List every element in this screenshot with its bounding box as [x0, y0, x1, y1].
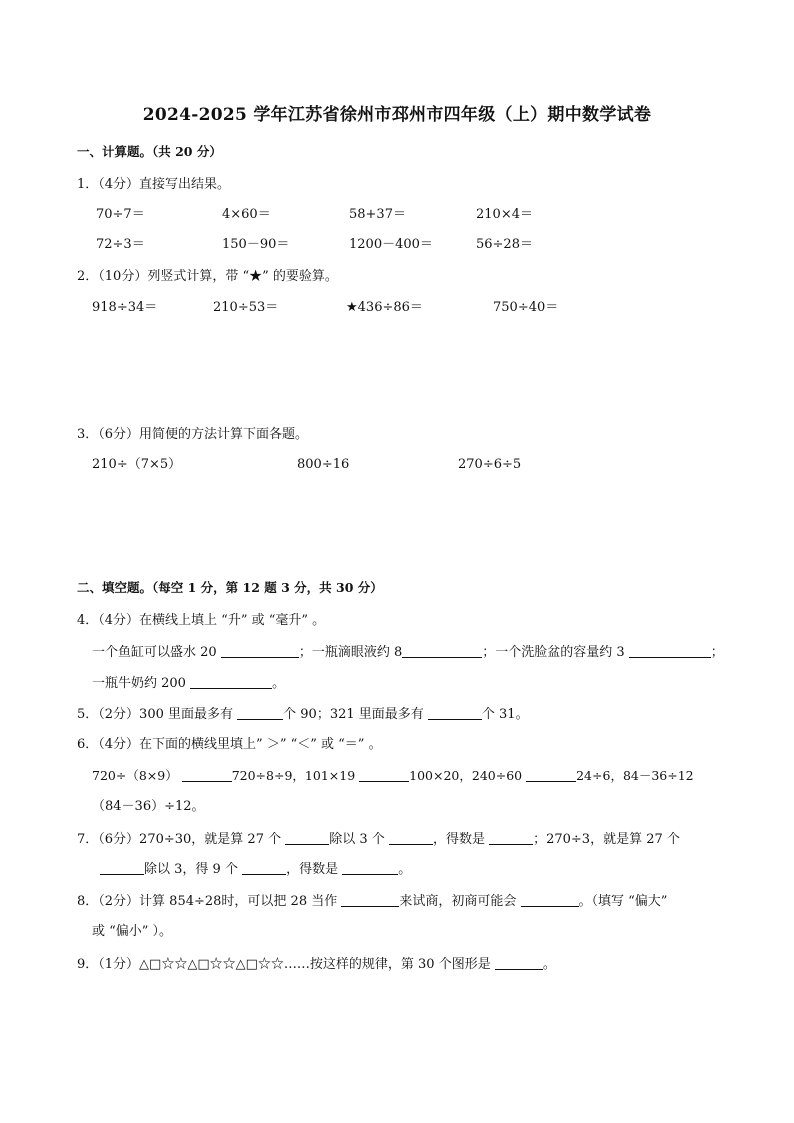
q9: [77, 957, 556, 971]
q2-item: 210÷53＝: [213, 300, 279, 315]
answer-blank[interactable]: [428, 707, 482, 720]
q5: [77, 707, 529, 721]
q2-item: ★436÷86＝: [346, 300, 423, 315]
q1-item: 4×60＝: [222, 207, 271, 222]
q2-item: 918÷34＝: [92, 300, 158, 315]
answer-blank[interactable]: [389, 832, 433, 845]
q1-item: 1200－400＝: [349, 237, 433, 252]
q8-text: 8．（2分）计算 854÷28时，可以把 28 当作: [77, 894, 338, 909]
q4-line2: [92, 676, 285, 690]
answer-blank[interactable]: [221, 645, 299, 658]
q4-text: 。: [272, 676, 286, 691]
q7-text: ，得数是: [286, 862, 339, 877]
answer-blank[interactable]: [629, 645, 711, 658]
q4-text: 一瓶牛奶约 200: [92, 676, 186, 691]
q3-item: 800÷16: [297, 457, 350, 472]
answer-blank[interactable]: [342, 862, 398, 875]
q1-item: 150－90＝: [222, 237, 290, 252]
q7-text: ，得数是: [432, 832, 485, 847]
section2-heading: 二、填空题。（每空 1 分，第 12 题 3 分，共 30 分）: [77, 580, 383, 595]
answer-blank[interactable]: [242, 862, 286, 875]
q1-item: 210×4＝: [476, 207, 533, 222]
q7-line2: [100, 862, 411, 876]
q6-stem: 6．（4分）在下面的横线里填上” ＞” “＜” 或 “＝” 。: [77, 737, 382, 752]
q1-item: 58+37＝: [349, 207, 406, 222]
q2-item: 750÷40＝: [493, 300, 559, 315]
q6-text: 720÷（8×9）: [92, 768, 178, 783]
q5-text: 个 90；321 里面最多有: [283, 707, 424, 722]
answer-blank[interactable]: [359, 769, 409, 782]
answer-blank[interactable]: [182, 769, 232, 782]
q7-line1: [77, 832, 680, 846]
q1-item: 70÷7＝: [96, 207, 145, 222]
q6-line1: [92, 769, 694, 783]
page-title: 2024-2025 学年江苏省徐州市邳州市四年级（上）期中数学试卷: [142, 105, 652, 125]
answer-blank[interactable]: [190, 676, 272, 689]
q8-line2: 或 “偏小” ）。: [92, 924, 173, 939]
q4-text: 一个鱼缸可以盛水 20: [92, 645, 217, 660]
q1-item: 72÷3＝: [96, 237, 145, 252]
q6-line2: （84－36）÷12。: [92, 799, 205, 814]
q6-text: 720÷8÷9，101×19: [231, 768, 356, 783]
q4-text: ；一瓶滴眼液约 8: [298, 645, 403, 660]
q3-item: 210÷（7×5）: [92, 457, 182, 472]
q4-text: ；一个洗脸盆的容量约 3: [482, 645, 625, 660]
q7-text: ；270÷3，就是算 27 个: [533, 832, 680, 847]
answer-blank[interactable]: [495, 957, 543, 970]
q6-text: 100×20，240÷60: [409, 768, 523, 783]
q7-text: 除以 3 个: [329, 832, 385, 847]
answer-blank[interactable]: [100, 862, 144, 875]
answer-blank[interactable]: [237, 707, 283, 720]
q8-text: 来试商，初商可能会: [399, 894, 517, 909]
q7-text: 。: [398, 862, 412, 877]
q7-text: 除以 3，得 9 个: [144, 862, 238, 877]
section1-heading: 一、计算题。（共 20 分）: [77, 144, 222, 159]
q3-item: 270÷6÷5: [458, 457, 522, 472]
q4-stem: 4．（4分）在横线上填上 “升” 或 “毫升” 。: [77, 613, 326, 628]
q9-text: 9．（1分）△□☆☆△□☆☆△□☆☆……按这样的规律，第 30 个图形是: [77, 957, 491, 972]
q7-text: 7．（6分）270÷30，就是算 27 个: [77, 832, 282, 847]
q9-text: 。: [542, 957, 556, 972]
q3-stem: 3．（6分）用简便的方法计算下面各题。: [77, 427, 309, 442]
answer-blank[interactable]: [489, 832, 533, 845]
answer-blank[interactable]: [526, 769, 576, 782]
q5-text: 5．（2分）300 里面最多有: [77, 707, 233, 722]
q1-stem: 1．（4分）直接写出结果。: [77, 177, 231, 192]
answer-blank[interactable]: [402, 645, 482, 658]
answer-blank[interactable]: [341, 894, 399, 907]
q8-text: 。（填写 “偏大”: [578, 894, 668, 909]
q5-text: 个 31。: [481, 707, 529, 722]
q4-line1: [92, 645, 724, 659]
q6-text: 24÷6，84－36÷12: [576, 768, 694, 783]
q8-line1: [77, 894, 667, 908]
answer-blank[interactable]: [521, 894, 579, 907]
q2-stem: 2．（10分）列竖式计算，带 “★” 的要验算。: [77, 269, 338, 284]
q4-text: ；: [710, 645, 724, 660]
q1-item: 56÷28＝: [476, 237, 533, 252]
answer-blank[interactable]: [285, 832, 329, 845]
